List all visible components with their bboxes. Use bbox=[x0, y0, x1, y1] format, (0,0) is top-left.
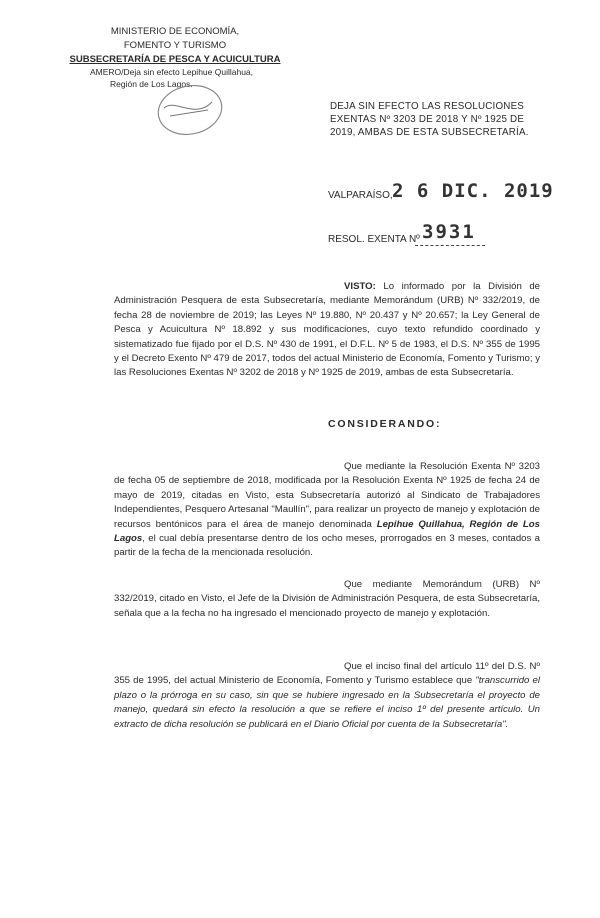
para3-quote: "transcurrido el plazo o la prórroga en su caso, sin que se hubiere ingresado en la Subsecretaría el proyecto de manejo, quedará sin efecto la resolución a que se refiere el inciso 1º del presente artículo. Un extracto de dicha resolución se publicará en el Diario Oficial por cuenta de la Subsecretaría". bbox=[114, 675, 540, 730]
para1-text-a: Que mediante la Resolución Exenta Nº 3203 de fecha 05 de septiembre de 2018, modificada por la Resolución Exenta Nº 1925 de fecha 24 de mayo de 2019, citadas en Visto, esta Subsecretaría autorizó al Sindicato de Trabajadores Independientes, Pesquero Artesanal "Maullín", para realizar un proyecto de manejo y explotación de recursos bentónicos para el área de manejo denominada bbox=[114, 461, 541, 530]
ministry-line-2: FOMENTO Y TURISMO bbox=[123, 40, 227, 51]
reference-line-2: Región de Los Lagos. bbox=[110, 79, 193, 89]
resol-label: RESOL. EXENTA Nº bbox=[328, 234, 420, 245]
para1-text-c: , el cual debía presentarse dentro de los ocho meses, prorrogados en 3 meses, contados a partir de la fecha de la mencionada resolución. bbox=[114, 533, 540, 559]
ministry-line-1: MINISTERIO DE ECONOMÍA, bbox=[110, 26, 240, 37]
place-label: VALPARAÍSO, bbox=[328, 190, 393, 201]
considerando-paragraph-1 bbox=[114, 460, 540, 561]
visto-paragraph bbox=[114, 280, 540, 381]
considerando-paragraph-2: Que mediante Memorándum (URB) Nº 332/2019, citado en Visto, el Jefe de la División de Administración Pesquera, de esta Subsecretaría, señala que a la fecha no ha ingresado el mencionado proyecto de manejo y explotación. bbox=[114, 579, 540, 619]
para1-area-name: Lepihue Quillahua, Región de Los Lagos bbox=[114, 518, 540, 545]
stamp-icon bbox=[150, 80, 230, 140]
visto-text: Lo informado por la División de Administración Pesquera de esta Subsecretaría, mediante Memorándum (URB) Nº 332/2019, de fecha 28 de noviembre de 2019; las Leyes Nº 19.880, Nº 20.437 y Nº 20.657; la Ley General de Pesca y Acuicultura Nº 18.892 y sus modificaciones, cuyo texto refundido coordinado y sistematizado fue fijado por el D.S. Nº 430 de 1991, el D.F.L. Nº 5 de 1983, el D.S. Nº 355 de 1995 y el Decreto Exento Nº 479 de 2017, todos del actual Ministerio de Economía, Fomento y Turismo; y las Resoluciones Exentas Nº 3202 de 2018 y Nº 1925 de 2019, ambas de esta Subsecretaría. bbox=[114, 281, 540, 379]
reference-line-1: AMERO/Deja sin efecto Lepihue Quillahua, bbox=[90, 67, 254, 77]
resol-underline bbox=[415, 245, 485, 246]
resol-number: 3931 bbox=[422, 221, 476, 243]
date-stamp: 2 6 DIC. 2019 bbox=[392, 180, 554, 202]
considerando-paragraph-3 bbox=[114, 660, 540, 732]
visto-label: VISTO: bbox=[344, 281, 376, 292]
subject-text: DEJA SIN EFECTO LAS RESOLUCIONES EXENTAS Nº 3203 DE 2018 Y Nº 1925 DE 2019, AMBAS DE ESTA SUBSECRETARÍA. bbox=[330, 101, 529, 138]
considerando-label: CONSIDERANDO: bbox=[328, 418, 442, 430]
subsecretaria-line: SUBSECRETARÍA DE PESCA Y ACUICULTURA bbox=[69, 54, 281, 65]
para3-text-a: Que el inciso final del artículo 11º del D.S. Nº 355 de 1995, del actual Ministerio de Economía, Fomento y Turismo establece que bbox=[114, 661, 540, 687]
